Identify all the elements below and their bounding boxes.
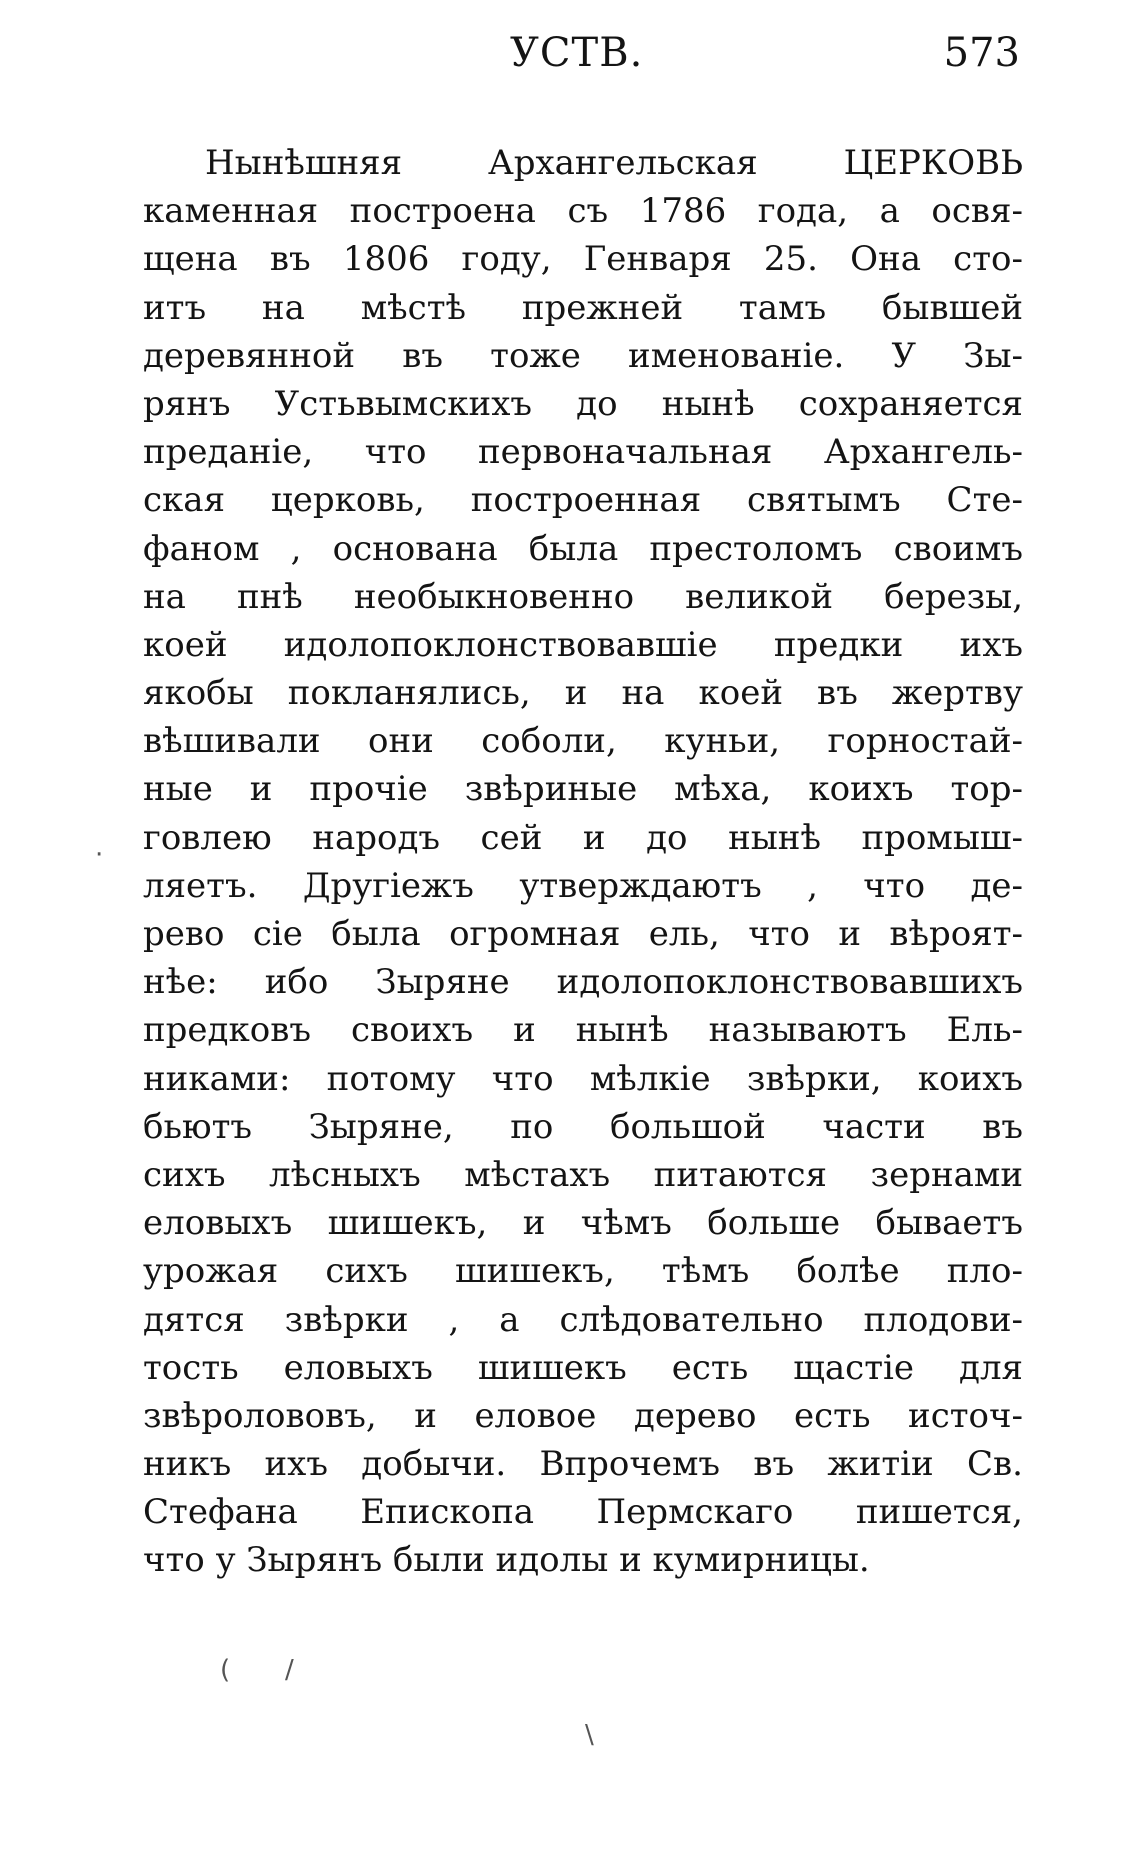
text-line: ляетъ. Другіежъ утверждаютъ , что де-	[143, 865, 1023, 906]
text-line: деревянной въ тоже именованіе. У Зы-	[143, 335, 1023, 376]
text-line: преданіе, что первоначальная Архангель-	[143, 432, 1023, 473]
text-line: урожая сихъ шишекъ, тѣмъ болѣе пло-	[143, 1251, 1023, 1292]
text-line: дятся звѣрки , а слѣдовательно плодови-	[143, 1299, 1023, 1340]
text-line: рянъ Устьвымскихъ до нынѣ сохраняется	[143, 383, 1023, 424]
text-line: фаном , основана была престоломъ своимъ	[143, 528, 1023, 569]
text-line: ская церковь, построенная святымъ Сте-	[143, 480, 1023, 521]
print-mark: (	[220, 1655, 231, 1685]
text-line: нѣе: ибо Зыряне идолопоклонствовавшихъ	[143, 962, 1023, 1003]
page-number: 573	[943, 30, 1020, 76]
body-text	[143, 139, 1023, 1585]
running-title: УСТВ.	[510, 30, 644, 76]
text-line: Стефана Епископа Пермскаго пишется,	[143, 1492, 1023, 1533]
text-line: рево сіе была огромная ель, что и вѣроят-	[143, 914, 1023, 954]
text-line: еловыхъ шишекъ, и чѣмъ больше бываетъ	[143, 1203, 1023, 1244]
text-line: никъ ихъ добычи. Впрочемъ въ житіи Св.	[143, 1444, 1023, 1485]
text-line: предковъ своихъ и нынѣ называютъ Ель-	[143, 1010, 1023, 1051]
print-mark: ·	[95, 840, 104, 870]
text-line: бьютъ Зыряне, по большой части въ	[143, 1106, 1023, 1147]
text-line: звѣролововъ, и еловое дерево есть источ-	[143, 1395, 1023, 1436]
text-line: каменная построена съ 1786 года, а освя-	[143, 191, 1023, 232]
text-line: говлею народъ сей и до нынѣ промыш-	[143, 817, 1023, 858]
text-line: на пнѣ необыкновенно великой березы,	[143, 576, 1023, 617]
text-line: якобы покланялись, и на коей въ жертву	[143, 673, 1023, 714]
text-line: сихъ лѣсныхъ мѣстахъ питаются зернами	[143, 1154, 1023, 1195]
text-line: что у Зырянъ были идолы и кумирницы.	[143, 1540, 870, 1581]
print-mark: /	[285, 1655, 294, 1685]
text-line: Нынѣшняя Архангельская ЦЕРКОВЬ	[205, 143, 1023, 183]
running-head	[140, 30, 1020, 90]
print-mark: \	[585, 1720, 594, 1750]
text-line: щена въ 1806 году, Генваря 25. Она сто-	[143, 239, 1023, 280]
text-line: никами: потому что мѣлкіе звѣрки, коихъ	[143, 1058, 1023, 1099]
text-line: тость еловыхъ шишекъ есть щастіе для	[143, 1347, 1023, 1388]
text-line: ные и прочіе звѣриные мѣха, коихъ тор-	[143, 769, 1023, 810]
text-line: вѣшивали они соболи, куньи, горностай-	[143, 721, 1023, 762]
text-line: итъ на мѣстѣ прежней тамъ бывшей	[143, 287, 1023, 328]
text-line: коей идолопоклонствовавшіе предки ихъ	[143, 624, 1023, 665]
